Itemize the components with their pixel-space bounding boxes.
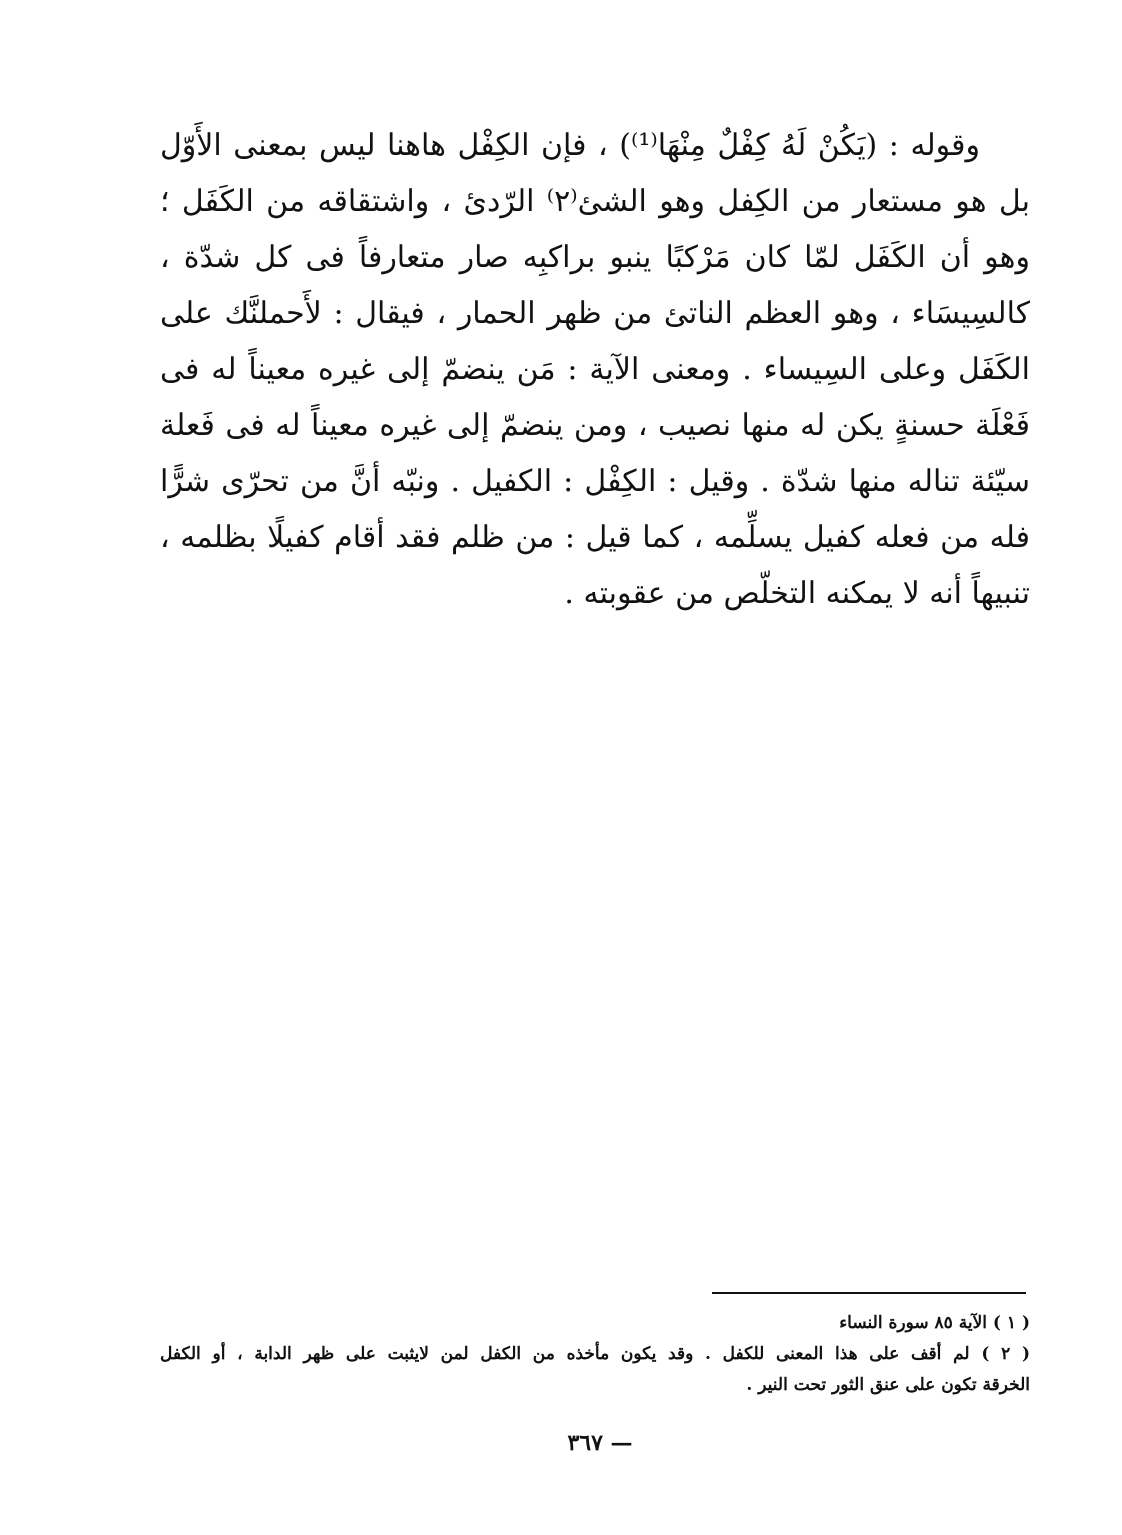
main-text [160, 118, 1030, 622]
text-line: كالسِيسَاء ، وهو العظم الناتئ من ظهر الحمار ، فيقال : لأَحملنَّك على [160, 296, 1030, 331]
text-line: فله من فعله كفيل يسلِّمه ، كما قيل : من ظلم فقد أقام كفيلًا بظلمه ، [160, 520, 1030, 555]
footnote-2 [160, 1339, 1030, 1401]
text-line: تنبيهاً أنه لا يمكنه التخلّص من عقوبته . [564, 576, 1030, 611]
text-line: فَعْلَة حسنةٍ يكن له منها نصيب ، ومن ينضمّ إلى غيره معيناً له فى فَعلة [160, 408, 1030, 443]
footnote-2-line-2: الخرقة تكون على عنق الثور تحت النير . [746, 1375, 1030, 1395]
text-line: بل هو مستعار من الكِفل وهو الشئ⁽٢⁾ الرّدئ ، واشتقاقه من الكَفَل ؛ [160, 184, 1030, 219]
footnote-1-text: ( ١ ) الآية ٨٥ سورة النساء [839, 1313, 1030, 1333]
footnote-divider [712, 1292, 1026, 1294]
text-line: وهو أن الكَفَل لمّا كان مَرْكبًا ينبو براكبِه صار متعارفاً فى كل شدّة ، [160, 240, 1030, 275]
page-number: — ٣٦٧ [567, 1430, 633, 1456]
footnotes [160, 1308, 1030, 1401]
text-line: وقوله : (يَكُنْ لَهُ كِفْلٌ مِنْهَا⁽¹⁾) ، فإن الكِفْل هاهنا ليس بمعنى الأَوّل [160, 128, 980, 163]
footnote-2-line-1: ( ٢ ) لم أقف على هذا المعنى للكفل . وقد يكون مأخذه من الكفل لمن لايثبت على ظهر الدابة ، أو الكفل [160, 1344, 1030, 1364]
footnote-1 [160, 1308, 1030, 1339]
text-line: سيّئة تناله منها شدّة . وقيل : الكِفْل : الكفيل . ونبّه أنَّ من تحرّى شرًّا [160, 464, 1030, 499]
text-line: الكَفَل وعلى السِيساء . ومعنى الآية : مَن ينضمّ إلى غيره معيناً له فى [160, 352, 1030, 387]
